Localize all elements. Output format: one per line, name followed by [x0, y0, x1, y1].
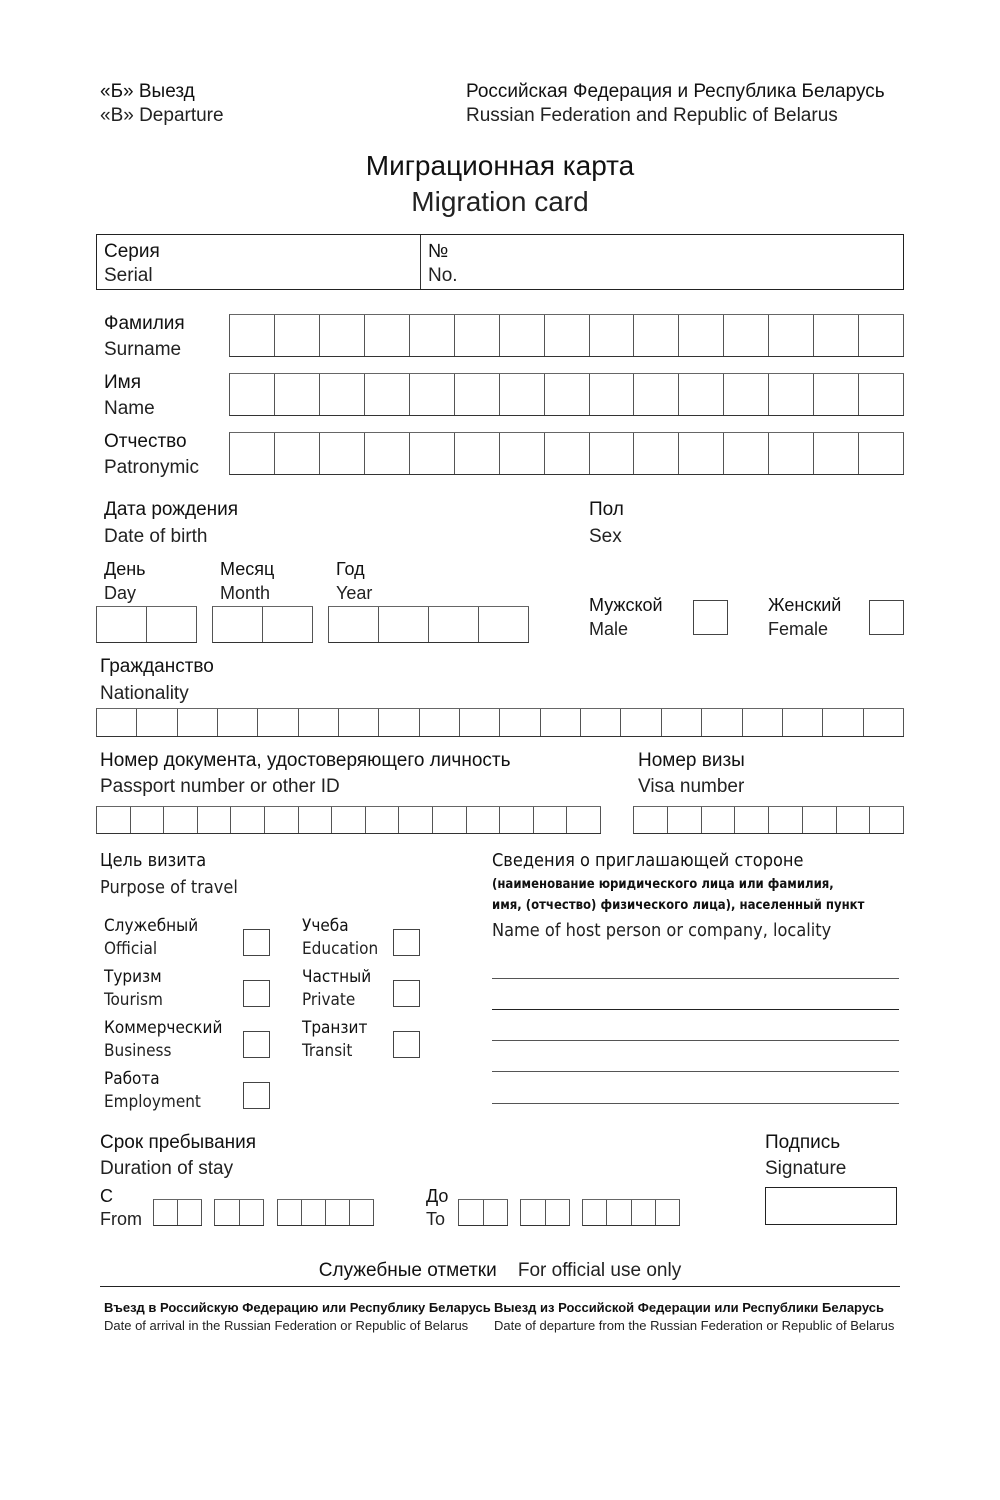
char-cell[interactable] [814, 433, 859, 474]
purpose-education-ru: Учеба [302, 916, 349, 936]
char-cell[interactable] [320, 433, 365, 474]
dob-month-field[interactable] [212, 606, 313, 643]
patronymic-field[interactable] [229, 432, 904, 475]
char-cell[interactable] [545, 315, 590, 356]
char-cell[interactable] [632, 1200, 656, 1225]
dob-day-field[interactable] [96, 606, 197, 643]
country-ru: Российская Федерация и Республика Беларусь [466, 81, 885, 102]
char-cell[interactable] [500, 709, 540, 736]
char-cell[interactable] [581, 709, 621, 736]
name-label-en: Name [104, 398, 155, 419]
purpose-tourism-en: Tourism [104, 990, 163, 1010]
page-title-ru: Миграционная карта [365, 150, 635, 181]
surname-label-ru: Фамилия [104, 313, 185, 334]
char-cell[interactable] [299, 709, 339, 736]
female-checkbox[interactable] [869, 600, 904, 635]
purpose-education-checkbox[interactable] [393, 929, 420, 956]
char-cell[interactable] [702, 807, 736, 833]
char-cell[interactable] [621, 709, 661, 736]
stay-to-day[interactable] [458, 1199, 508, 1226]
number-label-ru: № [428, 241, 449, 262]
sex-label-en: Sex [589, 526, 622, 547]
char-cell[interactable] [679, 374, 724, 415]
char-cell[interactable] [500, 374, 545, 415]
patronymic-label-ru: Отчество [104, 431, 187, 452]
purpose-business-ru: Коммерческий [104, 1018, 223, 1038]
char-cell[interactable] [724, 315, 769, 356]
char-cell[interactable] [131, 807, 165, 833]
char-cell[interactable] [231, 807, 265, 833]
char-cell[interactable] [137, 709, 177, 736]
char-cell[interactable] [724, 433, 769, 474]
char-cell[interactable] [743, 709, 783, 736]
char-cell[interactable] [365, 433, 410, 474]
purpose-transit-en: Transit [302, 1041, 353, 1061]
stay-label-ru: Срок пребывания [100, 1132, 257, 1153]
char-cell[interactable] [410, 315, 455, 356]
char-cell[interactable] [679, 315, 724, 356]
official-divider [100, 1286, 900, 1287]
visa-field[interactable] [633, 806, 904, 834]
char-cell[interactable] [365, 315, 410, 356]
char-cell[interactable] [607, 1200, 631, 1225]
char-cell[interactable] [410, 433, 455, 474]
stay-from-en: From [100, 1209, 142, 1229]
char-cell[interactable] [803, 807, 837, 833]
stay-to-month[interactable] [520, 1199, 570, 1226]
char-cell[interactable] [783, 709, 823, 736]
host-note-line-1: (наименование юридического лица или фамилия, [492, 877, 834, 892]
signature-label-en: Signature [765, 1158, 847, 1179]
char-cell[interactable] [154, 1200, 178, 1225]
purpose-tourism-ru: Туризм [104, 967, 162, 987]
char-cell[interactable] [275, 315, 320, 356]
char-cell[interactable] [479, 607, 529, 642]
purpose-official-en: Official [104, 939, 158, 959]
char-cell[interactable] [837, 807, 871, 833]
char-cell[interactable] [97, 709, 137, 736]
stay-label-en: Duration of stay [100, 1158, 234, 1179]
number-label-en: No. [428, 265, 458, 286]
month-label-en: Month [220, 583, 271, 603]
serial-label-en: Serial [104, 265, 153, 286]
purpose-business-checkbox[interactable] [243, 1031, 270, 1058]
host-input-line-2[interactable] [492, 1009, 899, 1010]
char-cell[interactable] [97, 607, 147, 642]
char-cell[interactable] [379, 607, 429, 642]
char-cell[interactable] [634, 315, 679, 356]
serial-label-ru: Серия [104, 241, 160, 262]
char-cell[interactable] [541, 709, 581, 736]
surname-label-en: Surname [104, 339, 182, 360]
char-cell[interactable] [399, 807, 433, 833]
char-cell[interactable] [302, 1200, 326, 1225]
male-label-ru: Мужской [589, 595, 663, 615]
page-title-en: Migration card [411, 186, 589, 217]
char-cell[interactable] [459, 1200, 484, 1225]
purpose-private-checkbox[interactable] [393, 980, 420, 1007]
female-label-ru: Женский [768, 595, 842, 615]
year-label-en: Year [336, 583, 373, 603]
char-cell[interactable] [263, 607, 313, 642]
surname-field[interactable] [229, 314, 904, 357]
host-note-line-2: имя, (отчество) физического лица), населенный пункт [492, 898, 865, 913]
official-use-ru: Служебные отметки [318, 1260, 497, 1281]
char-cell[interactable] [275, 374, 320, 415]
char-cell[interactable] [634, 433, 679, 474]
char-cell[interactable] [583, 1200, 607, 1225]
passport-field[interactable] [96, 806, 601, 834]
year-label-ru: Год [336, 559, 365, 579]
host-input-line-3[interactable] [492, 1040, 899, 1041]
char-cell[interactable] [769, 315, 814, 356]
serial-input[interactable] [97, 236, 419, 288]
char-cell[interactable] [278, 1200, 302, 1225]
host-label-en: Name of host person or company, locality [492, 920, 832, 941]
char-cell[interactable] [213, 607, 263, 642]
char-cell[interactable] [724, 374, 769, 415]
char-cell[interactable] [350, 1200, 374, 1225]
char-cell[interactable] [265, 807, 299, 833]
char-cell[interactable] [320, 315, 365, 356]
stay-from-day[interactable] [153, 1199, 202, 1226]
char-cell[interactable] [500, 807, 534, 833]
nationality-field[interactable] [96, 708, 904, 737]
char-cell[interactable] [859, 374, 904, 415]
char-cell[interactable] [455, 315, 500, 356]
char-cell[interactable] [275, 433, 320, 474]
female-label-en: Female [768, 619, 829, 639]
char-cell[interactable] [97, 807, 131, 833]
char-cell[interactable] [769, 807, 803, 833]
stay-from-year[interactable] [277, 1199, 374, 1226]
official-use-heading [0, 1259, 1000, 1283]
host-input-line-4[interactable] [492, 1071, 899, 1072]
purpose-employment-checkbox[interactable] [243, 1082, 270, 1109]
purpose-employment-ru: Работа [104, 1069, 160, 1089]
char-cell[interactable] [218, 709, 258, 736]
purpose-transit-ru: Транзит [302, 1018, 368, 1038]
arrival-label-en: Date of arrival in the Russian Federation or Republic of Belarus [104, 1318, 469, 1333]
char-cell[interactable] [814, 315, 859, 356]
char-cell[interactable] [455, 433, 500, 474]
char-cell[interactable] [467, 807, 501, 833]
char-cell[interactable] [545, 433, 590, 474]
purpose-transit-checkbox[interactable] [393, 1031, 420, 1058]
stay-to-en: To [426, 1209, 446, 1229]
char-cell[interactable] [668, 807, 702, 833]
nationality-label-en: Nationality [100, 683, 189, 704]
char-cell[interactable] [429, 607, 479, 642]
char-cell[interactable] [230, 433, 275, 474]
char-cell[interactable] [567, 807, 601, 833]
char-cell[interactable] [859, 433, 904, 474]
visa-label-ru: Номер визы [638, 750, 745, 771]
char-cell[interactable] [484, 1200, 509, 1225]
char-cell[interactable] [379, 709, 419, 736]
name-field[interactable] [229, 373, 904, 416]
male-checkbox[interactable] [693, 600, 728, 635]
char-cell[interactable] [460, 709, 500, 736]
departure-label-ru: Выезд из Российской Федерации или Республики Беларусь [494, 1300, 884, 1315]
char-cell[interactable] [230, 374, 275, 415]
char-cell[interactable] [546, 1200, 571, 1225]
passport-label-en: Passport number or other ID [100, 776, 340, 797]
char-cell[interactable] [823, 709, 863, 736]
char-cell[interactable] [366, 807, 400, 833]
patronymic-label-en: Patronymic [104, 457, 200, 478]
number-input[interactable] [421, 236, 903, 288]
char-cell[interactable] [500, 315, 545, 356]
char-cell[interactable] [420, 709, 460, 736]
char-cell[interactable] [500, 433, 545, 474]
stay-to-year[interactable] [582, 1199, 680, 1226]
char-cell[interactable] [433, 807, 467, 833]
char-cell[interactable] [332, 807, 366, 833]
purpose-employment-en: Employment [104, 1092, 201, 1112]
char-cell[interactable] [769, 374, 814, 415]
char-cell[interactable] [590, 374, 635, 415]
purpose-tourism-checkbox[interactable] [243, 980, 270, 1007]
purpose-official-checkbox[interactable] [243, 929, 270, 956]
char-cell[interactable] [634, 807, 668, 833]
purpose-private-ru: Частный [302, 967, 372, 987]
char-cell[interactable] [215, 1200, 240, 1225]
purpose-private-en: Private [302, 990, 356, 1010]
char-cell[interactable] [534, 807, 568, 833]
purpose-label-ru: Цель визита [100, 850, 207, 871]
arrival-label-ru: Въезд в Российскую Федерацию или Республику Беларусь [104, 1300, 491, 1315]
char-cell[interactable] [864, 709, 904, 736]
char-cell[interactable] [870, 807, 904, 833]
char-cell[interactable] [299, 807, 333, 833]
purpose-label-en: Purpose of travel [100, 877, 238, 898]
host-label-ru: Сведения о приглашающей стороне [492, 850, 804, 871]
month-label-ru: Месяц [220, 559, 275, 579]
char-cell[interactable] [814, 374, 859, 415]
char-cell[interactable] [178, 709, 218, 736]
char-cell[interactable] [590, 433, 635, 474]
char-cell[interactable] [590, 315, 635, 356]
char-cell[interactable] [240, 1200, 265, 1225]
official-use-en: For official use only [517, 1260, 682, 1281]
char-cell[interactable] [679, 433, 724, 474]
char-cell[interactable] [656, 1200, 680, 1225]
dob-label-ru: Дата рождения [104, 499, 239, 520]
stay-to-ru: До [426, 1186, 449, 1206]
char-cell[interactable] [455, 374, 500, 415]
visa-label-en: Visa number [638, 776, 745, 797]
day-label-en: Day [104, 583, 137, 603]
char-cell[interactable] [320, 374, 365, 415]
char-cell[interactable] [410, 374, 455, 415]
char-cell[interactable] [735, 807, 769, 833]
char-cell[interactable] [662, 709, 702, 736]
char-cell[interactable] [258, 709, 298, 736]
dob-year-field[interactable] [328, 606, 529, 643]
stay-from-month[interactable] [214, 1199, 264, 1226]
char-cell[interactable] [521, 1200, 546, 1225]
passport-label-ru: Номер документа, удостоверяющего личность [100, 750, 511, 771]
form-type-en: «В» Departure [100, 105, 224, 126]
char-cell[interactable] [230, 315, 275, 356]
char-cell[interactable] [769, 433, 814, 474]
host-input-line-5[interactable] [492, 1103, 899, 1104]
signature-box[interactable] [765, 1187, 897, 1225]
day-label-ru: День [104, 559, 146, 579]
purpose-official-ru: Служебный [104, 916, 199, 936]
sex-label-ru: Пол [589, 499, 624, 520]
char-cell[interactable] [339, 709, 379, 736]
char-cell[interactable] [545, 374, 590, 415]
departure-label-en: Date of departure from the Russian Federation or Republic of Belarus [494, 1318, 895, 1333]
char-cell[interactable] [859, 315, 904, 356]
male-label-en: Male [589, 619, 629, 639]
form-type-ru: «Б» Выезд [100, 81, 195, 102]
char-cell[interactable] [329, 607, 379, 642]
host-input-line-1[interactable] [492, 978, 899, 979]
char-cell[interactable] [365, 374, 410, 415]
purpose-education-en: Education [302, 939, 379, 959]
char-cell[interactable] [164, 807, 198, 833]
nationality-label-ru: Гражданство [100, 656, 214, 677]
char-cell[interactable] [326, 1200, 350, 1225]
signature-label-ru: Подпись [765, 1132, 841, 1153]
char-cell[interactable] [702, 709, 742, 736]
char-cell[interactable] [147, 607, 197, 642]
name-label-ru: Имя [104, 372, 142, 393]
char-cell[interactable] [634, 374, 679, 415]
char-cell[interactable] [178, 1200, 202, 1225]
char-cell[interactable] [198, 807, 232, 833]
country-en: Russian Federation and Republic of Belarus [466, 105, 838, 126]
stay-from-ru: С [100, 1186, 113, 1206]
dob-label-en: Date of birth [104, 526, 208, 547]
purpose-business-en: Business [104, 1041, 172, 1061]
